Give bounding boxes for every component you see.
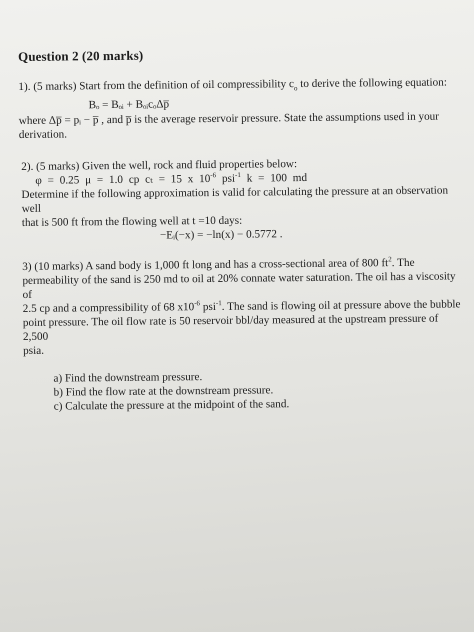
part-2-props-k: k = 100 md bbox=[240, 172, 308, 185]
part-1-equation: Bₒ = Bₒᵢ + BₒᵢcₒΔp̅ bbox=[88, 98, 170, 112]
part-2-line-3: Determine if the following approximation is valid for calculating the pressure at an observation well bbox=[21, 184, 449, 216]
question-document bbox=[18, 45, 462, 414]
part-3-l1-b: . The bbox=[391, 257, 415, 270]
part-2-line-1: 2). (5 marks) Given the well, rock and fluid properties below: bbox=[21, 158, 298, 174]
part-3-line-5: psia. bbox=[23, 344, 45, 358]
part-3-l3-sup-2: -1 bbox=[215, 299, 222, 308]
part-3-l1-sup: 2 bbox=[388, 255, 392, 264]
part-1 bbox=[18, 75, 459, 142]
part-3-l3-c: . The sand is flowing oil at pressure above the bubble bbox=[221, 298, 461, 314]
part-3-l3-sup: -6 bbox=[194, 299, 201, 308]
part-1-text-b: to derive the following equation: bbox=[297, 76, 447, 91]
part-3-l3-b: psi bbox=[200, 301, 216, 314]
part-3-line-4: point pressure. The oil flow rate is 50 reservoir bbl/day measured at the upstream pressure of 2,500 bbox=[22, 312, 439, 344]
part-1-text-a: 1). (5 marks) Start from the definition of oil compressibility c bbox=[18, 78, 295, 93]
subpart-a: a) Find the downstream pressure. bbox=[53, 371, 203, 385]
part-1-line-4: derivation. bbox=[18, 128, 68, 142]
part-2-props-b: psi bbox=[216, 172, 236, 186]
part-2-formula: −Eᵢ(−x) = −ln(x) − 0.5772 . bbox=[159, 228, 283, 242]
question-heading: Question 2 (20 marks) bbox=[17, 47, 144, 64]
part-2-props-sup: -6 bbox=[210, 171, 217, 180]
part-1-subscript: o bbox=[293, 84, 298, 93]
part-3-line-2: permeability of the sand is 250 md to oil at 20% connate water saturation. The oil has a viscosity of bbox=[22, 270, 456, 302]
part-3-l1-a: 3) (10 marks) A sand body is 1,000 ft long and has a cross-sectional area of 800 ft bbox=[22, 257, 389, 274]
subparts-list bbox=[21, 368, 461, 415]
part-2-props-a: φ = 0.25 μ = 1.0 cp cₜ = 15 x 10 bbox=[35, 173, 211, 188]
part-1-line-3: where Δp̅ = pᵢ − p̅ , and p̅ is the average reservoir pressure. State the assumptions used in your bbox=[18, 110, 440, 128]
subpart-b: b) Find the flow rate at the downstream pressure. bbox=[53, 384, 274, 399]
part-2 bbox=[19, 156, 460, 245]
part-3-l3-a: 2.5 cp and a compressibility of 68 x10 bbox=[22, 301, 195, 316]
subpart-c: c) Calculate the pressure at the midpoint of the sand. bbox=[53, 398, 290, 413]
part-2-line-4: that is 500 ft from the flowing well at t =10 days: bbox=[21, 214, 243, 230]
part-3 bbox=[20, 256, 461, 359]
part-2-props-sup-2: -1 bbox=[234, 171, 241, 180]
